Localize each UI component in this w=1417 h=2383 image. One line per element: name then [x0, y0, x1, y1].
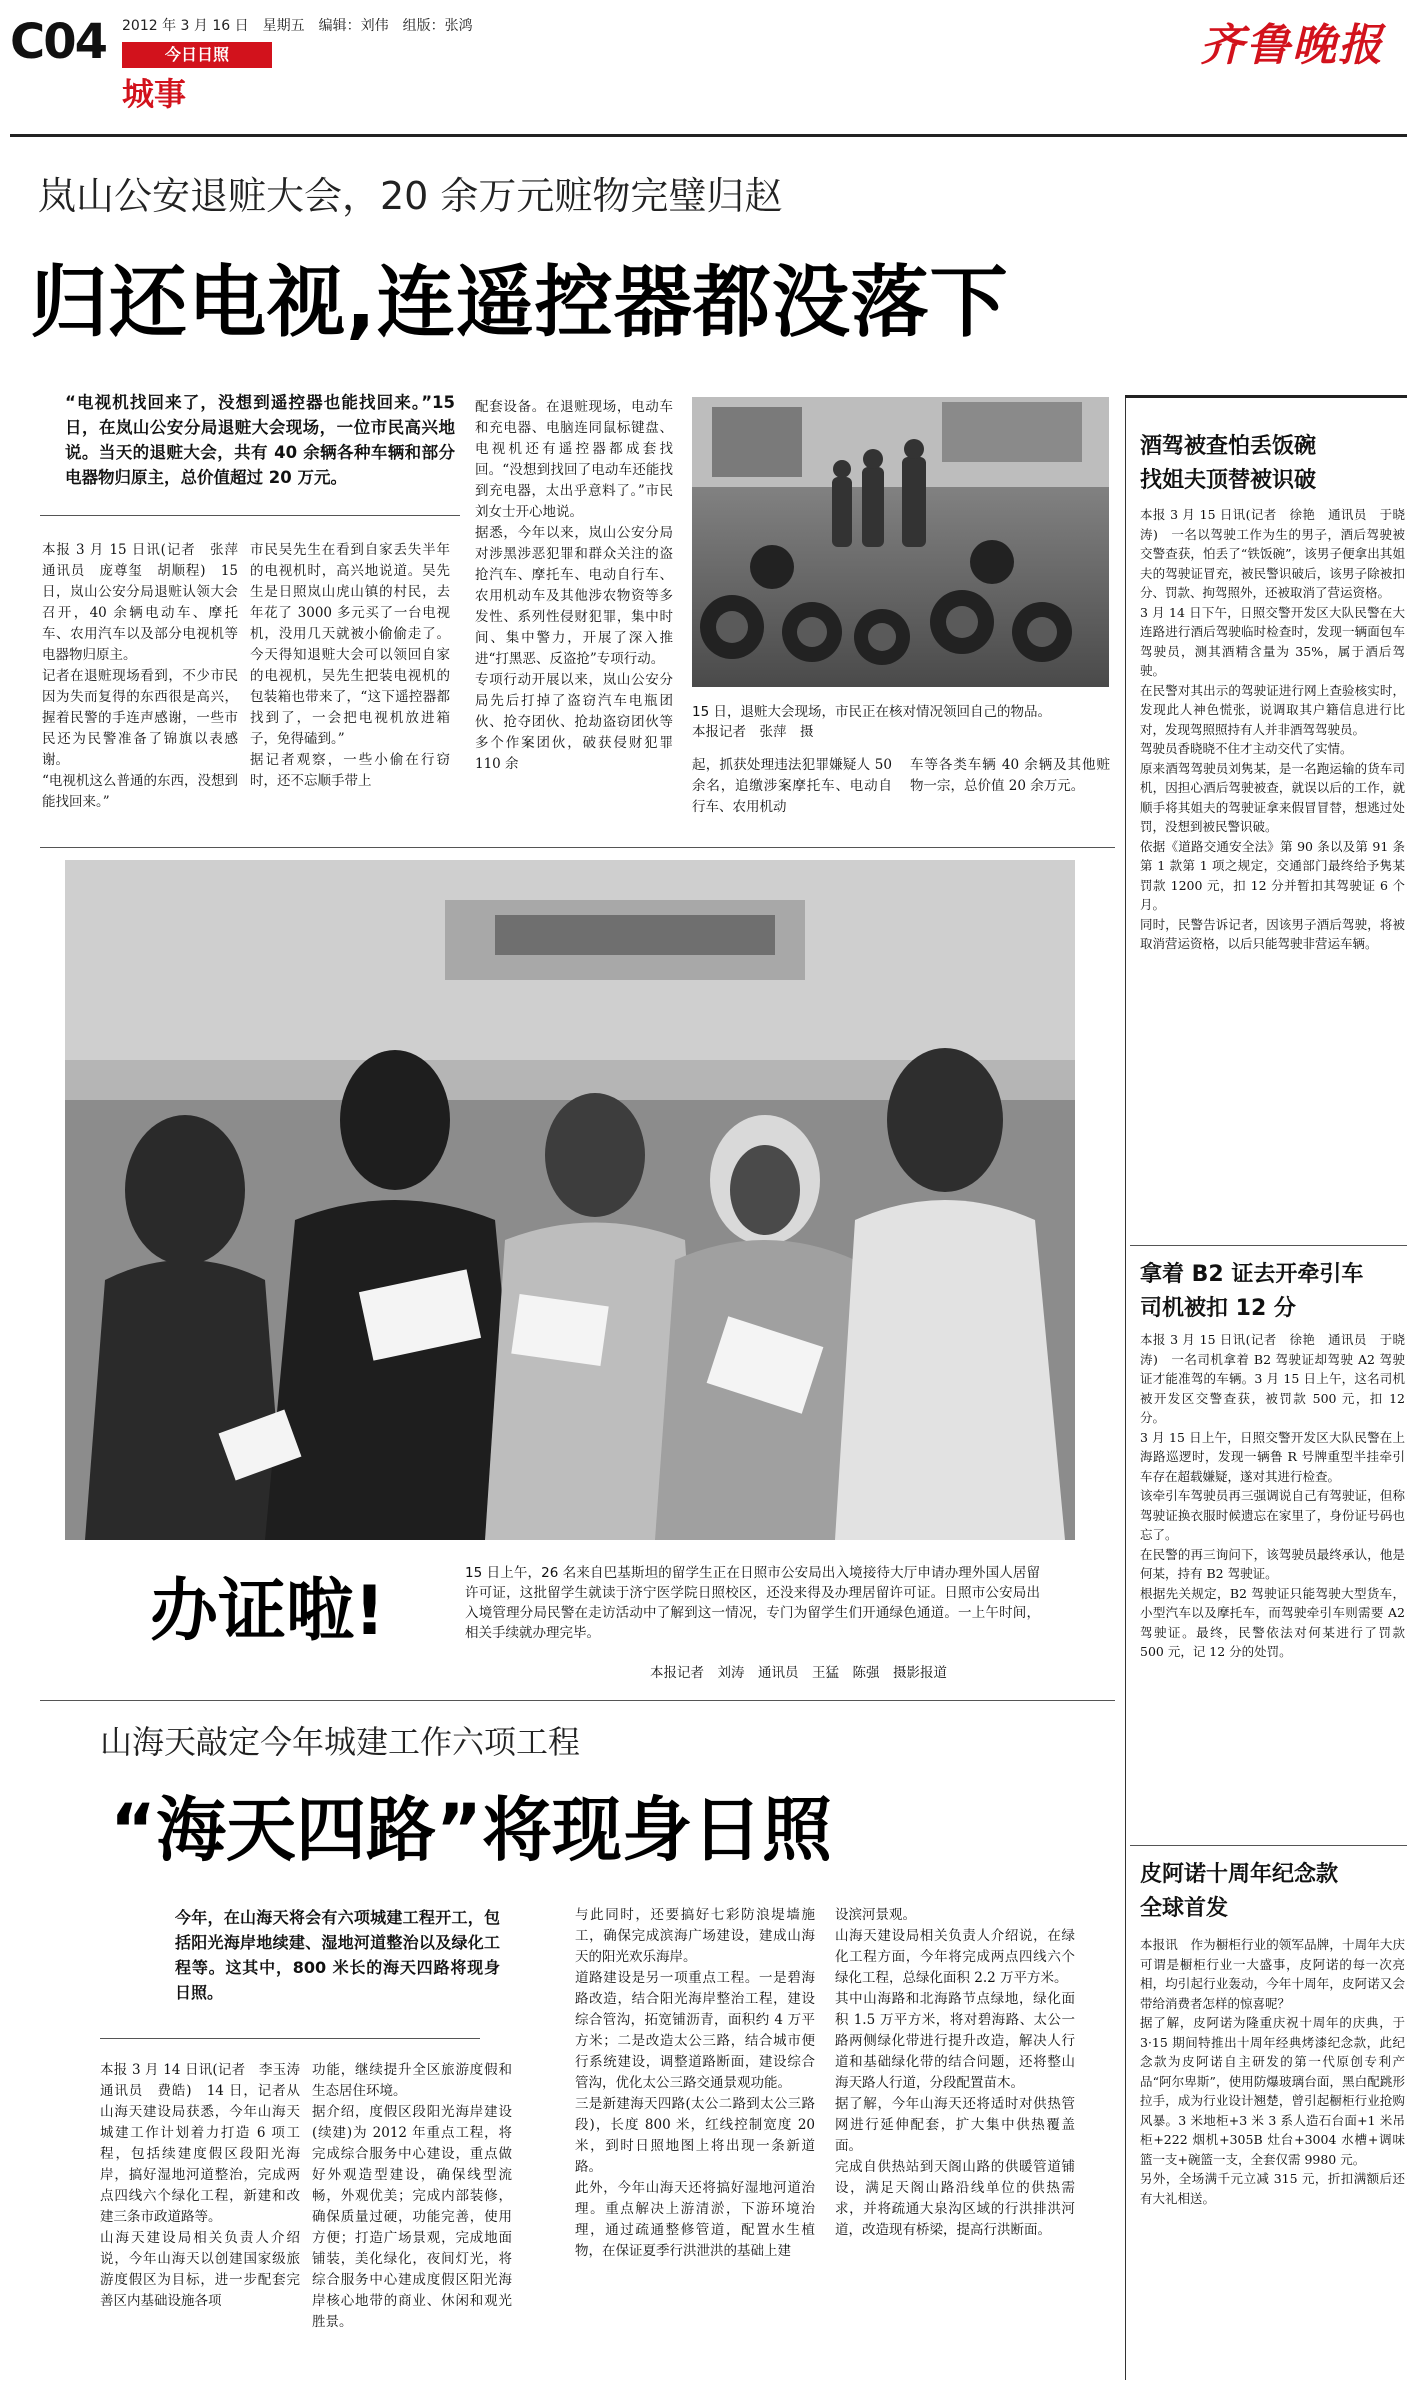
- section-name: 城事: [122, 75, 187, 113]
- story1-bottom-rule: [40, 847, 1115, 848]
- header-rule: [10, 134, 1407, 137]
- sidebar-divider: [1125, 395, 1126, 2380]
- story1-col5: 车等各类车辆 40 余辆及其他赃物一宗，总价值 20 余万元。: [910, 757, 1110, 794]
- sidebar-rule-2: [1130, 1245, 1407, 1246]
- story2-lead-rule: [100, 2038, 480, 2039]
- sidebar-a2-title-line1: 拿着 B2 证去开牵引车: [1140, 1262, 1364, 1287]
- story2-kicker: 山海天敲定今年城建工作六项工程: [100, 1723, 581, 1761]
- story1-col2: 市民吴先生在看到自家丢失半年的电视机时，高兴地说道。吴先生是日照岚山虎山镇的村民，去年花了 3000 多元买了一台电视机，没用几天就被小偷偷走了。今天得知退赃大会可以领回自家的电视机，吴先生把装电视机的包装箱也带来了，“这下遥控器都找到了，一会把电视机放进箱子，免得磕到。” 据记者观察，一些小偷在行窃时，还不忘顺手带上: [250, 542, 450, 789]
- story1-kicker: 岚山公安退赃大会，20 余万元赃物完璧归赵: [38, 174, 783, 218]
- motorcycle-photo-image: [692, 397, 1109, 687]
- story1-col3: 配套设备。在退赃现场，电动车和充电器、电脑连同鼠标键盘、电视机还有遥控器都成套找回。“没想到找回了电动车还能找到充电器，太出乎意料了。”市民刘女士开心地说。 据悉，今年以来，岚山公安分局对涉黑涉恶犯罪和群众关注的盗抢汽车、摩托车、电动自行车、农用机动车及其他涉农物资等多发性、系列性侵财犯罪，集中时间、集中警力，开展了深入推进“打黑恶、反盗抢”专项行动。 专项行动开展以来，岚山公安分局先后打掉了盗窃汽车电瓶团伙、抢夺团伙、抢劫盗窃团伙等多个作案团伙，破获侵财犯罪 110 余: [475, 399, 673, 772]
- sidebar-a1-title-line2: 找姐夫顶替被识破: [1140, 468, 1317, 493]
- sidebar-a3-title: [1140, 1858, 1405, 1926]
- story2-col3: 与此同时，还要搞好七彩防浪堤墙施工，确保完成滨海广场建设，建成山海天的阳光欢乐海岸。 道路建设是另一项重点工程。一是碧海路改造，结合阳光海岸整治工程，建设综合管沟，拓宽铺沥青，面积约 4 万平方米；二是改造太公三路，结合城市便行系统建设，调整道路断面，建设综合管沟，优化太公三路交通景观功能。 三是新建海天四路(太公二路到太公三路段)，长度 800 米，红线控制宽度 20 米，到时日照地图上将出现一条新道路。 此外，今年山海天还将搞好湿地河道治理。重点解决上游清淤，下游环境治理，通过疏通整修管道，配置水生植物，在保证夏季行洪泄洪的基础上建: [575, 1907, 815, 2259]
- sidebar-top-rule: [1125, 395, 1407, 398]
- sidebar-a3-body: 本报讯 作为橱柜行业的领军品牌，十周年大庆可谓是橱柜行业一大盛事，皮阿诺的每一次亮相，均引起行业轰动，今年十周年，皮阿诺又会带给消费者怎样的惊喜呢？ 据了解，皮阿诺为隆重庆祝十周年的庆典，于 3·15 期间特推出十周年经典烤漆纪念款，此纪念款为皮阿诺自主研发的第一代原创专利产品“阿尔卑斯”，使用防爆玻璃台面，黑白配跳形拉手，成为行业设计翘楚，曾引起橱柜行业抢购风暴。3 米地柜+3 米 3 系人造石台面+1 米吊柜+222 烟机+305B 灶台+3004 水槽+调味篮一支+碗篮一支，全套仅需 9980 元。 另外，全场满千元立减 315 元，折扣满额后还有大礼相送。: [1140, 1937, 1405, 2206]
- students-photo-image: [65, 860, 1075, 1540]
- date-line: 2012 年 3 月 16 日 星期五 编辑：刘伟 组版：张鸿: [122, 18, 473, 34]
- page-number: C04: [10, 14, 107, 70]
- sidebar-a2-title-line2: 司机被扣 12 分: [1140, 1296, 1296, 1321]
- story1-headline: 归还电视,连遥控器都没落下: [30, 258, 1009, 348]
- story2-headline: “海天四路”将现身日照: [110, 1789, 833, 1871]
- story1-photo: [692, 397, 1109, 687]
- photo-story-headline: 办证啦!: [150, 1572, 386, 1651]
- story2-col4: 设滨河景观。 山海天建设局相关负责人介绍说，在绿化工程方面，今年将完成两点四线六个绿化工程，总绿化面积 2.2 万平方米。 其中山海路和北海路节点绿地，绿化面积 1.5 万平方米，将对碧海路、太公一路两侧绿化带进行提升改造，解决人行道和基础绿化带的结合问题，还将整山海天路人行道，分段配置苗木。 据了解，今年山海天还将适时对供热管网进行延伸配套，扩大集中供热覆盖面。 完成自供热站到天阁山路的供暖管道铺设，满足天阁山路沿线单位的供热需求，并将疏通大泉沟区域的行洪排洪河道，改造现有桥梁，提高行洪断面。: [835, 1907, 1075, 2238]
- sidebar-a1-body: 本报 3 月 15 日讯(记者 徐艳 通讯员 于晓涛) 一名以驾驶工作为生的男子，酒后驾驶被交警查获，怕丢了“铁饭碗”，该男子便拿出其姐夫的驾驶证冒充，被民警识破后，该男子除被扣分、罚款、拘驾照外，还被取消了营运资格。 3 月 14 日下午，日照交警开发区大队民警在大连路进行酒后驾驶临时检查时，发现一辆面包车驾驶员，测其酒精含量为 35%，属于酒后驾驶。 在民警对其出示的驾驶证进行网上查验核实时，发现此人神色慌张，说调取其户籍信息进行比对，发现驾照照持有人并非酒驾驾驶员。 驾驶员香晓晓不住才主动交代了实情。 原来酒驾驾驶员刘隽某，是一名跑运输的货车司机，因担心酒后驾驶被查，就误以后的工作，就顺手将其姐夫的驾驶证拿来假冒冒替，想逃过处罚，没想到被民警识破。 依据《道路交通安全法》第 90 条以及第 91 条第 1 款第 1 项之规定，交通部门最终给予隽某罚款 1200 元，扣 12 分并暂扣其驾驶证 6 个月。 同时，民警告诉记者，因该男子酒后驾驶，将被取消营运资格，以后只能驾驶非营运车辆。: [1140, 507, 1405, 951]
- story1-lead: “电视机找回来了，没想到遥控器也能找回来。”15 日，在岚山公安分局退赃大会现场，一位市民高兴地说。当天的退赃大会，共有 40 余辆各种车辆和部分电器物归原主，总价值超过 20 万元。: [65, 393, 455, 487]
- sidebar-a2-body: 本报 3 月 15 日讯(记者 徐艳 通讯员 于晓涛) 一名司机拿着 B2 驾驶证却驾驶 A2 驾驶证才能准驾的车辆。3 月 15 日上午，这名司机被开发区交警查获，被罚款 500 元，扣 12 分。 3 月 15 日上午，日照交警开发区大队民警在上海路巡逻时，发现一辆鲁 R 号牌重型半挂牵引车存在超载嫌疑，遂对其进行检查。 该牵引车驾驶员再三强调说自己有驾驶证，但称驾驶证换衣服时候遗忘在家里了，身份证号码也忘了。 在民警的再三询问下，该驾驶员最终承认，他是何某，持有 B2 驾驶证。 根据先关规定，B2 驾驶证只能驾驶大型货车，小型汽车以及摩托车，而驾驶牵引车则需要 A2 驾驶证。最终，民警依法对何某进行了罚款 500 元，记 12 分的处罚。: [1140, 1332, 1405, 1659]
- story1-col4: 起，抓获处理违法犯罪嫌疑人 50 余名，追缴涉案摩托车、电动自行车、农用机动: [692, 757, 892, 815]
- sidebar-a3-title-line2: 全球首发: [1140, 1896, 1229, 1921]
- photo-story-caption: 15 日上午，26 名来自巴基斯坦的留学生正在日照市公安局出入境接待大厅申请办理外国人居留许可证，这批留学生就读于济宁医学院日照校区，还没来得及办理居留许可证。日照市公安局出入境管理分局民警在走访活动中了解到这一情况，专门为留学生们开通绿色通道。一上午时间，相关手续就办理完毕。: [465, 1565, 1040, 1641]
- story1-lead-rule: [40, 515, 460, 516]
- sidebar-a1-title-line1: 酒驾被查怕丢饭碗: [1140, 434, 1317, 459]
- sidebar-a1-title: [1140, 430, 1405, 498]
- sidebar-a3-title-line1: 皮阿诺十周年纪念款: [1140, 1862, 1339, 1887]
- story2-lead: 今年，在山海天将会有六项城建工程开工，包括阳光海岸地续建、湿地河道整治以及绿化工程等。这其中，800 米长的海天四路将现身日照。: [175, 1908, 500, 2002]
- sidebar-rule-3: [1130, 1845, 1407, 1846]
- photo-story-bottom-rule: [40, 1700, 1115, 1701]
- story2-col2: 功能，继续提升全区旅游度假和生态居住环境。 据介绍，度假区段阳光海岸建设(续建)为 2012 年重点工程，将完成综合服务中心建设，重点做好外观造型建设，确保线型流畅，外观优美；完成内部装修，确保质量过硬，功能完善，使用方便；打造广场景观，完成地面铺装，美化绿化，夜间灯光，将综合服务中心建成度假区阳光海岸核心地带的商业、休闲和观光胜景。: [312, 2062, 512, 2330]
- paper-logo: 齐鲁晚报: [1200, 20, 1384, 71]
- photo-story-credit: 本报记者 刘涛 通讯员 王猛 陈强 摄影报道: [650, 1665, 947, 1681]
- section-tag: 今日日照: [122, 42, 272, 68]
- students-photo: [65, 860, 1075, 1540]
- sidebar-a2-title: [1140, 1258, 1405, 1326]
- story1-col1: 本报 3 月 15 日讯(记者 张萍 通讯员 庞尊玺 胡顺程) 15 日，岚山公安分局退赃认领大会召开，40 余辆电动车、摩托车、农用汽车以及部分电视机等电器物归原主。 记者在退赃现场看到，不少市民因为失而复得的东西很是高兴，握着民警的手连声感谢，一些市民还为民警准备了锦旗以表感谢。 “电视机这么普通的东西，没想到能找回来。”: [42, 542, 238, 810]
- story2-col1: 本报 3 月 14 日讯(记者 李玉涛 通讯员 费皓) 14 日，记者从山海天建设局获悉，今年山海天城建工作计划着力打造 6 项工程，包括续建度假区段阳光海岸，搞好湿地河道整治，完成两点四线六个绿化工程，新建和改建三条市政道路等。 山海天建设局相关负责人介绍说，今年山海天以创建国家级旅游度假区为目标，进一步配套完善区内基础设施各项: [100, 2062, 300, 2309]
- story1-photo-caption: 15 日，退赃大会现场，市民正在核对情况领回自己的物品。 本报记者 张萍 摄: [692, 704, 1126, 740]
